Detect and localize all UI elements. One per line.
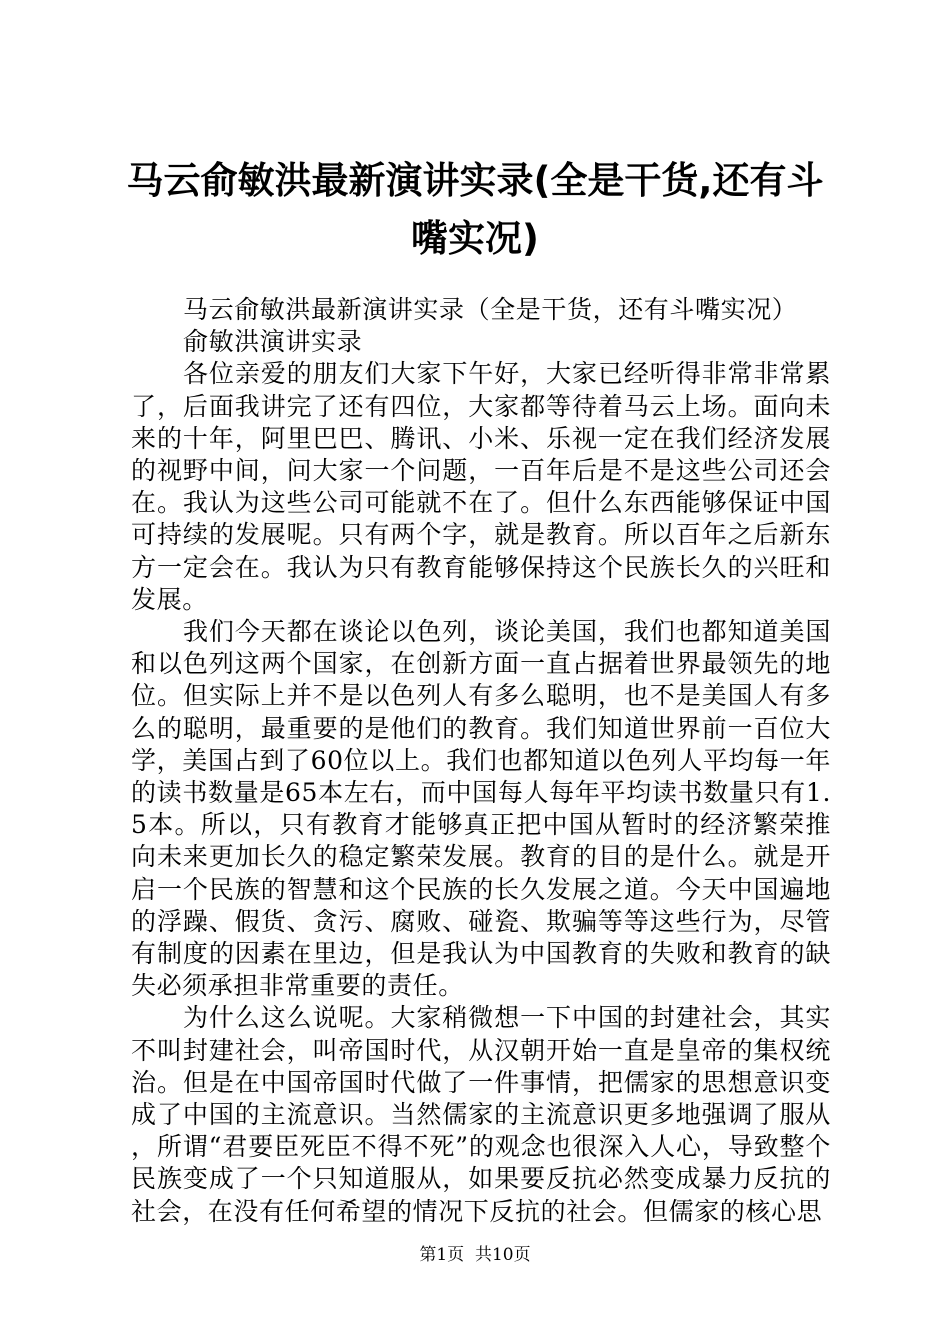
- paragraph-section-heading: 俞敏洪演讲实录: [183, 327, 363, 357]
- document-body: [131, 294, 831, 1228]
- document-title: 马云俞敏洪最新演讲实录(全是干货,还有斗嘴实况): [126, 159, 824, 260]
- page-number-label: 第1页 共10页: [419, 1245, 531, 1265]
- paragraph-1: 各位亲爱的朋友们大家下午好，大家已经听得非常非常累了，后面我讲完了还有四位，大家都等待着马云上场。面向未来的十年，阿里巴巴、腾讯、小米、乐视一定在我们经济发展的视野中间，问大家一个问题，一百年后是不是这些公司还会在。我认为这些公司可能就不在了。但什么东西能够保证中国可持续的发展呢。只有两个字，就是教育。所以百年之后新东方一定会在。我认为只有教育能够保持这个民族长久的兴旺和发展。: [131, 359, 831, 614]
- paragraph-subtitle: 马云俞敏洪最新演讲实录（全是干货，还有斗嘴实况）: [183, 295, 798, 324]
- page-footer: [0, 1244, 950, 1266]
- paragraph-3: 为什么这么说呢。大家稍微想一下中国的封建社会，其实不叫封建社会，叫帝国时代，从汉朝开始一直是皇帝的集权统治。但是在中国帝国时代做了一件事情，把儒家的思想意识变成了中国的主流意识。当然儒家的主流意识更多地强调了服从，所谓“君要臣死臣不得不死”的观念也很深入人心，导致整个民族变成了一个只知道服从，如果要反抗必然变成暴力反抗的社会，在没有任何希望的情况下反抗的社会。但儒家的核心思: [131, 1003, 831, 1226]
- paragraph-2: 我们今天都在谈论以色列，谈论美国，我们也都知道美国和以色列这两个国家，在创新方面一直占据着世界最领先的地位。但实际上并不是以色列人有多么聪明，也不是美国人有多么的聪明，最重要的是他们的教育。我们知道世界前一百位大学，美国占到了60位以上。我们也都知道以色列人平均每一年的读书数量是65本左右，而中国每人每年平均读书数量只有1.5本。所以，只有教育才能够真正把中国从暂时的经济繁荣推向未来更加长久的稳定繁荣发展。教育的目的是什么。就是开启一个民族的智慧和这个民族的长久发展之道。今天中国遍地的浮躁、假货、贪污、腐败、碰瓷、欺骗等等这些行为，尽管有制度的因素在里边，但是我认为中国教育的失败和教育的缺失必须承担非常重要的责任。: [131, 617, 831, 1001]
